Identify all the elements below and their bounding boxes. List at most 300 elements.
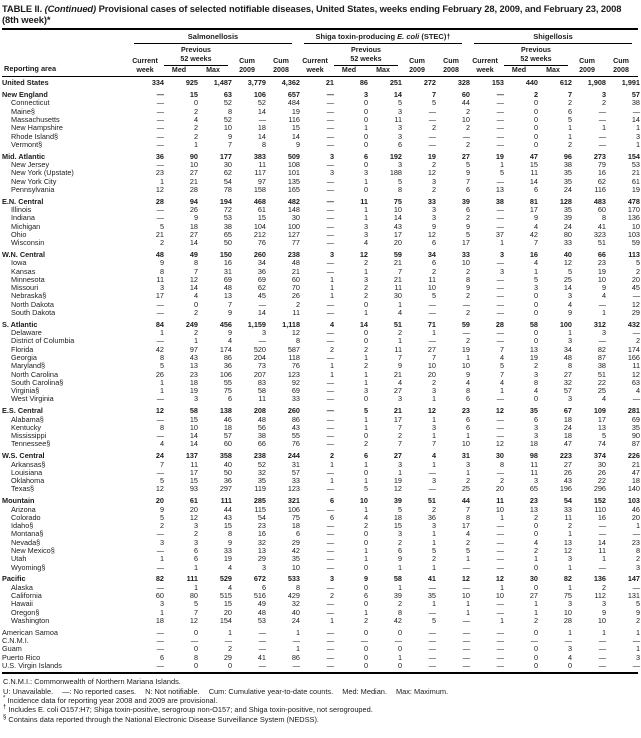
value-cell: 30 (393, 291, 402, 301)
value-cell: 1 (193, 582, 198, 592)
value-cell: — (326, 467, 334, 477)
value-cell: 33 (461, 249, 470, 259)
value-cell: 2 (533, 546, 538, 556)
value-cell: — (326, 607, 334, 617)
value-cell: 19 (529, 353, 538, 362)
value-cell: 2 (329, 591, 334, 601)
value-cell: — (326, 238, 334, 248)
column-group-shigellosis (468, 32, 638, 74)
cum-2008-header: Cum 2008 (443, 56, 459, 74)
value-cell: 26 (291, 291, 300, 301)
value-cell: 483 (593, 196, 606, 206)
value-cell: 28 (155, 196, 164, 206)
value-cell: 46 (631, 504, 640, 514)
value-cell: — (632, 106, 640, 116)
table-row (2, 317, 640, 329)
reporting-area-cell: New Jersey (11, 160, 50, 169)
reporting-area-cell: Kansas (11, 267, 36, 276)
value-cell: 46 (223, 414, 232, 424)
value-cell: 0 (363, 106, 368, 116)
value-cell: 74 (597, 439, 606, 449)
value-cell: 5 (397, 176, 402, 186)
value-cell: — (156, 627, 164, 637)
value-cell: 15 (189, 476, 198, 486)
value-cell: 9 (397, 361, 402, 371)
value-cell: 93 (189, 484, 198, 494)
table-row (2, 564, 640, 572)
value-cell: 2 (363, 361, 368, 371)
value-cell: 41 (257, 652, 266, 662)
value-cell: 3 (533, 476, 538, 486)
value-cell: 1 (159, 176, 164, 186)
value-cell: 9 (465, 168, 470, 178)
table-row (2, 522, 640, 530)
value-cell: 15 (223, 599, 232, 609)
value-cell: 2 (363, 521, 368, 531)
value-cell: 43 (393, 221, 402, 231)
value-cell: — (462, 652, 470, 662)
med-max-header: Med Max (511, 65, 560, 74)
reporting-area-header (2, 32, 128, 74)
value-cell: 5 (363, 406, 368, 416)
value-cell: 3 (397, 459, 402, 469)
value-cell: 15 (257, 213, 266, 223)
subheaders (298, 46, 468, 74)
value-cell: 86 (291, 414, 300, 424)
value-cell: 612 (559, 78, 572, 88)
value-cell: 19 (631, 184, 640, 194)
reporting-area-cell: Michigan (11, 222, 41, 231)
value-cell: 2 (193, 106, 198, 116)
value-cell: 2 (193, 308, 198, 318)
value-cell: — (496, 554, 504, 564)
value-cell: 2 (533, 90, 538, 100)
value-cell: 43 (189, 353, 198, 362)
value-cell: — (462, 660, 470, 670)
table-row (2, 206, 640, 214)
value-cell: 12 (155, 184, 164, 194)
value-cell: 19 (495, 151, 504, 161)
value-cell: 1 (567, 627, 572, 637)
value-cell: — (156, 394, 164, 404)
value-cell: 12 (155, 484, 164, 494)
value-cell: 1 (465, 607, 470, 617)
med-max-header: Med Max (341, 65, 390, 74)
group-label-suffix: (STEC)† (419, 32, 451, 42)
value-cell: 19 (461, 344, 470, 354)
reporting-area-cell: Nevada§ (11, 538, 41, 547)
value-cell: 110 (594, 504, 606, 514)
value-cell: 9 (397, 554, 402, 564)
value-cell: 5 (397, 504, 402, 514)
value-cell: 10 (495, 591, 504, 601)
value-cell: — (258, 336, 266, 346)
value-cell: 14 (597, 537, 606, 547)
value-cell: — (496, 258, 504, 268)
value-cell: 0 (363, 394, 368, 404)
value-cell: — (496, 529, 504, 539)
value-cell: 6 (261, 582, 266, 592)
value-cell: 10 (189, 422, 198, 432)
value-cell: 86 (359, 78, 368, 88)
reporting-area-cell: Arizona (11, 505, 36, 514)
value-cell: 56 (257, 422, 266, 432)
value-cell: 672 (253, 574, 266, 584)
value-cell: — (258, 644, 266, 654)
value-cell: 3 (363, 274, 368, 284)
value-cell: 212 (253, 229, 266, 239)
value-cell: 3 (601, 90, 606, 100)
value-cell: 23 (257, 521, 266, 531)
column-group-stec (298, 32, 468, 74)
value-cell: 23 (155, 168, 164, 178)
value-cell: 238 (287, 249, 300, 259)
value-cell: 12 (291, 328, 300, 338)
value-cell: 38 (597, 361, 606, 371)
value-cell: 119 (254, 484, 266, 494)
value-cell: 1 (635, 139, 640, 149)
value-cell: 1,487 (213, 78, 232, 88)
value-cell: 35 (563, 168, 572, 178)
value-cell: — (496, 467, 504, 477)
value-cell: — (496, 123, 504, 133)
reporting-area-cell: Alaska (11, 583, 33, 592)
value-cell: 5 (431, 546, 436, 556)
value-cell: 39 (393, 496, 402, 506)
value-cell: 1 (601, 554, 606, 564)
value-cell: 12 (155, 406, 164, 416)
value-cell: — (632, 328, 640, 338)
value-cell: 18 (189, 377, 198, 387)
value-cell: 35 (291, 554, 300, 564)
value-cell: 1 (431, 459, 436, 469)
value-cell: 28 (563, 615, 572, 625)
value-cell: 2 (567, 98, 572, 108)
value-cell: — (598, 106, 606, 116)
value-cell: 3 (635, 131, 640, 141)
value-cell: 69 (257, 274, 266, 284)
value-cell: 3 (397, 159, 402, 169)
value-cell: 6 (465, 394, 470, 404)
value-cell: 27 (189, 229, 198, 239)
value-cell: 1 (329, 459, 334, 469)
value-cell: 0 (363, 660, 368, 670)
value-cell: 11 (394, 283, 402, 293)
value-cell: 0 (363, 299, 368, 309)
value-cell: 8 (567, 361, 572, 371)
value-cell: 11 (428, 274, 436, 284)
value-cell: 72 (223, 204, 232, 214)
table-row (2, 637, 640, 645)
value-cell: 7 (397, 266, 402, 276)
reporting-area-cell: Washington (11, 616, 50, 625)
value-cell: 6 (465, 422, 470, 432)
table-row (2, 662, 640, 670)
value-cell: 4 (431, 451, 436, 461)
value-cell: 29 (631, 308, 640, 318)
value-cell: 432 (627, 319, 640, 329)
value-cell: 3 (635, 652, 640, 662)
value-cell: 52 (257, 459, 266, 469)
value-cell: — (326, 213, 334, 223)
value-cell: 128 (559, 196, 572, 206)
value-cell: 2 (635, 336, 640, 346)
reporting-area-cell: Georgia (11, 354, 37, 362)
value-cell: 53 (257, 615, 266, 625)
value-cell: 44 (461, 98, 470, 108)
value-cell: 20 (631, 512, 640, 522)
value-cell: 31 (461, 451, 470, 461)
value-cell: 1 (635, 521, 640, 531)
value-cell: 11 (530, 459, 538, 469)
value-cell: 45 (631, 283, 640, 293)
reporting-area-cell: New England (2, 90, 48, 100)
value-cell: 31 (291, 459, 300, 469)
reporting-area-cell: Puerto Rico (2, 653, 41, 662)
value-cell: 8 (397, 184, 402, 194)
value-cell: 15 (189, 414, 198, 424)
value-cell: 2 (431, 123, 436, 133)
value-cell: 23 (461, 406, 470, 416)
group-label-italic: E. coli (397, 32, 420, 42)
value-cell: 36 (223, 361, 232, 371)
reporting-area-cell: Mountain (2, 496, 35, 506)
value-cell: 3 (261, 562, 266, 572)
value-cell: 9 (533, 213, 538, 223)
cum-2008-header: Cum 2008 (613, 56, 629, 74)
value-cell: 42 (291, 546, 300, 556)
value-cell: — (326, 582, 334, 592)
value-cell: 42 (155, 344, 164, 354)
value-cell: 103 (627, 229, 640, 239)
value-cell: 100 (559, 319, 572, 329)
reporting-area-cell: W.S. Central (2, 451, 45, 461)
value-cell: 28 (495, 319, 504, 329)
value-cell: 9 (295, 139, 300, 149)
table-row (2, 292, 640, 300)
value-cell: 0 (533, 98, 538, 108)
reporting-area-cell: Illinois (11, 205, 32, 214)
value-cell: 6 (397, 139, 402, 149)
value-cell: 533 (287, 574, 300, 584)
value-cell: 60 (223, 439, 232, 449)
value-cell: 5 (635, 599, 640, 609)
value-cell: 82 (597, 344, 606, 354)
table-row (2, 539, 640, 547)
value-cell: 2 (329, 451, 334, 461)
value-cell: — (496, 562, 504, 572)
value-cell: 147 (627, 574, 640, 584)
value-cell: 48 (223, 283, 232, 293)
value-cell: 6 (363, 591, 368, 601)
value-cell: 18 (155, 615, 164, 625)
value-cell: 2 (431, 266, 436, 276)
value-cell: 33 (291, 476, 300, 486)
value-cell: 12 (189, 274, 198, 284)
value-cell: — (326, 537, 334, 547)
value-cell: 9 (465, 283, 470, 293)
table-row (2, 424, 640, 432)
value-cell: 3 (533, 431, 538, 441)
value-cell: 59 (393, 249, 402, 259)
value-cell: 58 (257, 386, 266, 396)
reporting-area-cell: Rhode Island§ (11, 132, 59, 141)
value-cell: 1 (567, 328, 572, 338)
footnote-abbreviations: U: Unavailable. —: No reported cases. N: Not notifiable. Cum: Cumulative year-to-date counts. Med: Median. Max: Maximum. (3, 686, 449, 696)
value-cell: 21 (393, 406, 402, 416)
reporting-area-cell: Massachusetts (11, 115, 60, 124)
value-cell: 97 (189, 344, 198, 354)
value-cell: 0 (533, 114, 538, 124)
value-cell: 0 (533, 336, 538, 346)
reporting-area-cell: District of Columbia (11, 337, 75, 346)
value-cell: 251 (389, 78, 402, 88)
value-cell: 10 (461, 114, 470, 124)
value-cell: 0 (533, 308, 538, 318)
value-cell: — (496, 213, 504, 223)
table-body (2, 79, 640, 670)
value-cell: 16 (257, 529, 266, 539)
value-cell: 9 (601, 283, 606, 293)
value-cell: 509 (287, 151, 300, 161)
value-cell: 63 (223, 90, 232, 100)
value-cell: 8 (261, 139, 266, 149)
value-cell: 23 (529, 496, 538, 506)
value-cell: 19 (393, 476, 402, 486)
value-cell: 43 (563, 476, 572, 486)
value-cell: — (326, 299, 334, 309)
value-cell: 13 (529, 344, 538, 354)
value-cell: 0 (533, 582, 538, 592)
value-cell: 138 (219, 406, 232, 416)
table-row (2, 214, 640, 222)
value-cell: 7 (533, 238, 538, 248)
value-cell: 109 (593, 406, 606, 416)
value-cell: 11 (258, 394, 266, 404)
value-cell: — (632, 660, 640, 670)
value-cell: 10 (223, 123, 232, 133)
value-cell: 61 (189, 496, 198, 506)
previous-52-weeks-header (332, 46, 400, 74)
value-cell: 47 (631, 467, 640, 477)
value-cell: 10 (359, 496, 368, 506)
value-cell: — (598, 114, 606, 124)
value-cell: — (462, 636, 470, 645)
value-cell: 25 (563, 274, 572, 284)
value-cell: 8 (465, 512, 470, 522)
value-cell: 9 (567, 308, 572, 318)
value-cell: 12 (563, 546, 572, 556)
value-cell: 3 (329, 168, 334, 178)
value-cell: 58 (529, 319, 538, 329)
value-cell: 6 (465, 184, 470, 194)
value-cell: 12 (393, 484, 402, 494)
value-cell: 61 (631, 176, 640, 186)
value-cell: — (156, 204, 164, 214)
value-cell: 207 (253, 369, 266, 379)
value-cell: 17 (529, 204, 538, 214)
value-cell: — (326, 114, 334, 124)
value-cell: 3 (397, 123, 402, 133)
value-cell: 0 (397, 644, 402, 654)
value-cell: 5 (601, 431, 606, 441)
value-cell: — (326, 660, 334, 670)
value-cell: 62 (223, 168, 232, 178)
value-cell: 5 (465, 546, 470, 556)
value-cell: 0 (533, 139, 538, 149)
cum-2009-header: Cum 2009 (239, 56, 255, 74)
value-cell: 18 (257, 123, 266, 133)
value-cell: 2 (363, 291, 368, 301)
value-cell: — (496, 139, 504, 149)
value-cell: — (598, 336, 606, 346)
table-row (2, 494, 640, 506)
value-cell: — (326, 652, 334, 662)
value-cell: 51 (427, 496, 436, 506)
value-cell: 154 (627, 151, 640, 161)
value-cell: 1 (193, 336, 198, 346)
value-cell: 1 (295, 644, 300, 654)
value-cell: 0 (533, 644, 538, 654)
value-cell: 106 (219, 369, 232, 379)
value-cell: — (326, 554, 334, 564)
value-cell: 3 (533, 422, 538, 432)
value-cell: 9 (601, 607, 606, 617)
value-cell: — (496, 607, 504, 617)
value-cell: 5 (567, 266, 572, 276)
value-cell: 1 (329, 291, 334, 301)
value-cell: 3 (567, 394, 572, 404)
value-cell: 1 (329, 476, 334, 486)
value-cell: 33 (563, 504, 572, 514)
column-group-salmonellosis (128, 32, 298, 74)
value-cell: 32 (257, 537, 266, 547)
value-cell: 321 (287, 496, 300, 506)
value-cell: 7 (431, 353, 436, 362)
value-cell: 4,362 (281, 78, 300, 88)
value-cell: 7 (397, 439, 402, 449)
reporting-area-cell: Alabama§ (11, 415, 44, 424)
value-cell: 8 (397, 607, 402, 617)
value-cell: 39 (393, 591, 402, 601)
value-cell: 29 (257, 554, 266, 564)
value-cell: 97 (257, 176, 266, 186)
value-cell: 1 (533, 607, 538, 617)
value-cell: 26 (563, 467, 572, 477)
value-cell: 24 (291, 615, 300, 625)
value-cell: 22 (597, 377, 606, 387)
value-cell: 1 (363, 459, 368, 469)
value-cell: 6 (431, 238, 436, 248)
value-cell: 10 (393, 204, 402, 214)
value-cell: — (156, 308, 164, 318)
value-cell: 48 (257, 607, 266, 617)
value-cell: 0 (363, 562, 368, 572)
footnotes (2, 674, 638, 724)
table-row (2, 449, 640, 461)
reporting-area-cell: Oklahoma (11, 477, 45, 486)
value-cell: 4 (499, 353, 504, 362)
value-cell: 484 (287, 98, 300, 108)
value-cell: — (156, 336, 164, 346)
value-cell: 18 (189, 221, 198, 231)
value-cell: 3 (329, 151, 334, 161)
value-cell: 148 (287, 204, 300, 214)
table-row (2, 178, 640, 186)
value-cell: 20 (393, 238, 402, 248)
value-cell: 1 (533, 599, 538, 609)
value-cell: 0 (533, 291, 538, 301)
